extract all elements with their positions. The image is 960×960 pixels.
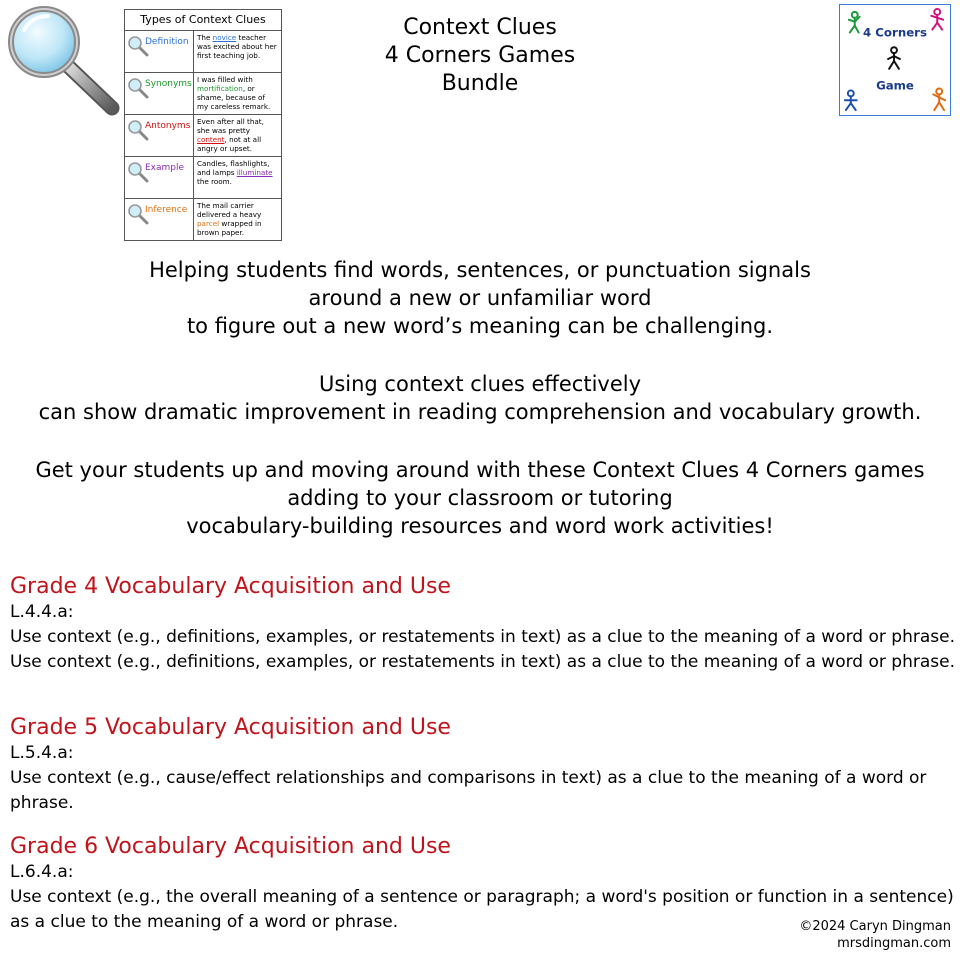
standard-title: Grade 6 Vocabulary Acquisition and Use (10, 834, 451, 859)
clue-type-cell (125, 73, 194, 114)
clue-example-cell (194, 73, 281, 114)
clue-word: mortification (197, 84, 243, 93)
clue-type-label: Antonyms (145, 121, 191, 131)
intro-paragraph (0, 456, 960, 540)
title-line: Context Clues (403, 15, 557, 40)
table-title: Types of Context Clues (125, 10, 281, 31)
standard-text: Use context (e.g., definitions, examples, or restatements in text) as a clue to the meaning of a word or phrase. Use context (e.g., definitions, examples, or restatements in text) as a clue to the meaning of a word or phrase. (10, 627, 955, 672)
clue-word: content (197, 135, 225, 144)
four-corners-game-logo (839, 4, 951, 116)
site-url: mrsdingman.com (837, 936, 951, 951)
example-text: wrapped in brown paper. (197, 219, 262, 237)
clue-word: novice (212, 33, 237, 42)
table-row (125, 156, 281, 198)
intro-line: around a new or unfamiliar word (308, 286, 652, 310)
standard-text: Use context (e.g., the overall meaning of a sentence or paragraph; a word's position or function in a sentence) as a clue to the meaning of a word or phrase. (10, 887, 954, 932)
standard-text: Use context (e.g., cause/effect relationships and comparisons in text) as a clue to the meaning of a word or phrase. (10, 768, 927, 813)
stick-figure-icon (888, 47, 900, 69)
context-clues-table (124, 9, 282, 241)
copyright-text: ©2024 Caryn Dingman (799, 919, 951, 934)
magnifying-glass-icon (4, 4, 122, 116)
intro-line: can show dramatic improvement in reading comprehension and vocabulary growth. (38, 400, 922, 424)
clue-example-cell (194, 31, 281, 72)
intro-line: adding to your classroom or tutoring (287, 486, 673, 510)
standard-title: Grade 5 Vocabulary Acquisition and Use (10, 715, 451, 740)
standard-code: L.4.4.a: (10, 602, 74, 622)
example-text: The (197, 33, 213, 42)
standard-title: Grade 4 Vocabulary Acquisition and Use (10, 574, 451, 599)
clue-example-cell (194, 199, 281, 240)
intro-line: vocabulary-building resources and word work activities! (186, 514, 774, 538)
clue-type-label: Synonyms (145, 79, 192, 89)
logo-text-line2: Game (876, 78, 914, 93)
stick-figure-icon (931, 9, 943, 30)
clue-example-cell (194, 115, 281, 156)
page-title (330, 14, 630, 98)
example-text: , not at all angry or upset. (197, 135, 262, 153)
clue-type-cell (125, 115, 194, 156)
title-line: 4 Corners Games (384, 43, 576, 68)
standard-grade-4 (10, 574, 955, 675)
clue-type-label: Example (145, 163, 185, 173)
title-line: Bundle (441, 71, 519, 96)
example-text: Candles, flashlights, and lamps (197, 159, 270, 177)
example-text: , or shame, because of my careless remark. (197, 84, 271, 111)
intro-paragraph (0, 256, 960, 340)
clue-type-cell (125, 199, 194, 240)
clue-type-label: Definition (145, 37, 189, 47)
example-text: teacher was excited about her first teaching job. (197, 33, 277, 60)
clue-type-cell (125, 31, 194, 72)
example-text: Even after all that, she was pretty (197, 117, 264, 135)
copyright-notice (799, 918, 951, 952)
intro-paragraph (0, 370, 960, 426)
example-text: I was filled with (197, 75, 253, 84)
table-row (125, 114, 281, 156)
table-row (125, 198, 281, 240)
clue-type-cell (125, 157, 194, 198)
intro-line: Get your students up and moving around with these Context Clues 4 Corners games (35, 458, 925, 482)
standard-grade-5 (10, 715, 955, 816)
clue-example-cell (194, 157, 281, 198)
intro-line: to figure out a new word’s meaning can be challenging. (186, 314, 774, 338)
table-row (125, 31, 281, 72)
example-text: The mail carrier delivered a heavy (197, 201, 262, 219)
standard-code: L.6.4.a: (10, 862, 74, 882)
stick-figure-icon (845, 90, 857, 110)
clue-type-label: Inference (145, 205, 188, 215)
table-row (125, 72, 281, 114)
example-text: the room. (197, 177, 232, 186)
clue-word: parcel (197, 219, 220, 228)
intro-line: Using context clues effectively (318, 372, 642, 396)
intro-line: Helping students find words, sentences, or punctuation signals (149, 258, 811, 282)
logo-text-line1: 4 Corners (863, 25, 927, 40)
standard-code: L.5.4.a: (10, 743, 74, 763)
stick-figure-icon (849, 12, 860, 33)
clue-word: illuminate (236, 168, 273, 177)
stick-figure-icon (933, 88, 945, 110)
